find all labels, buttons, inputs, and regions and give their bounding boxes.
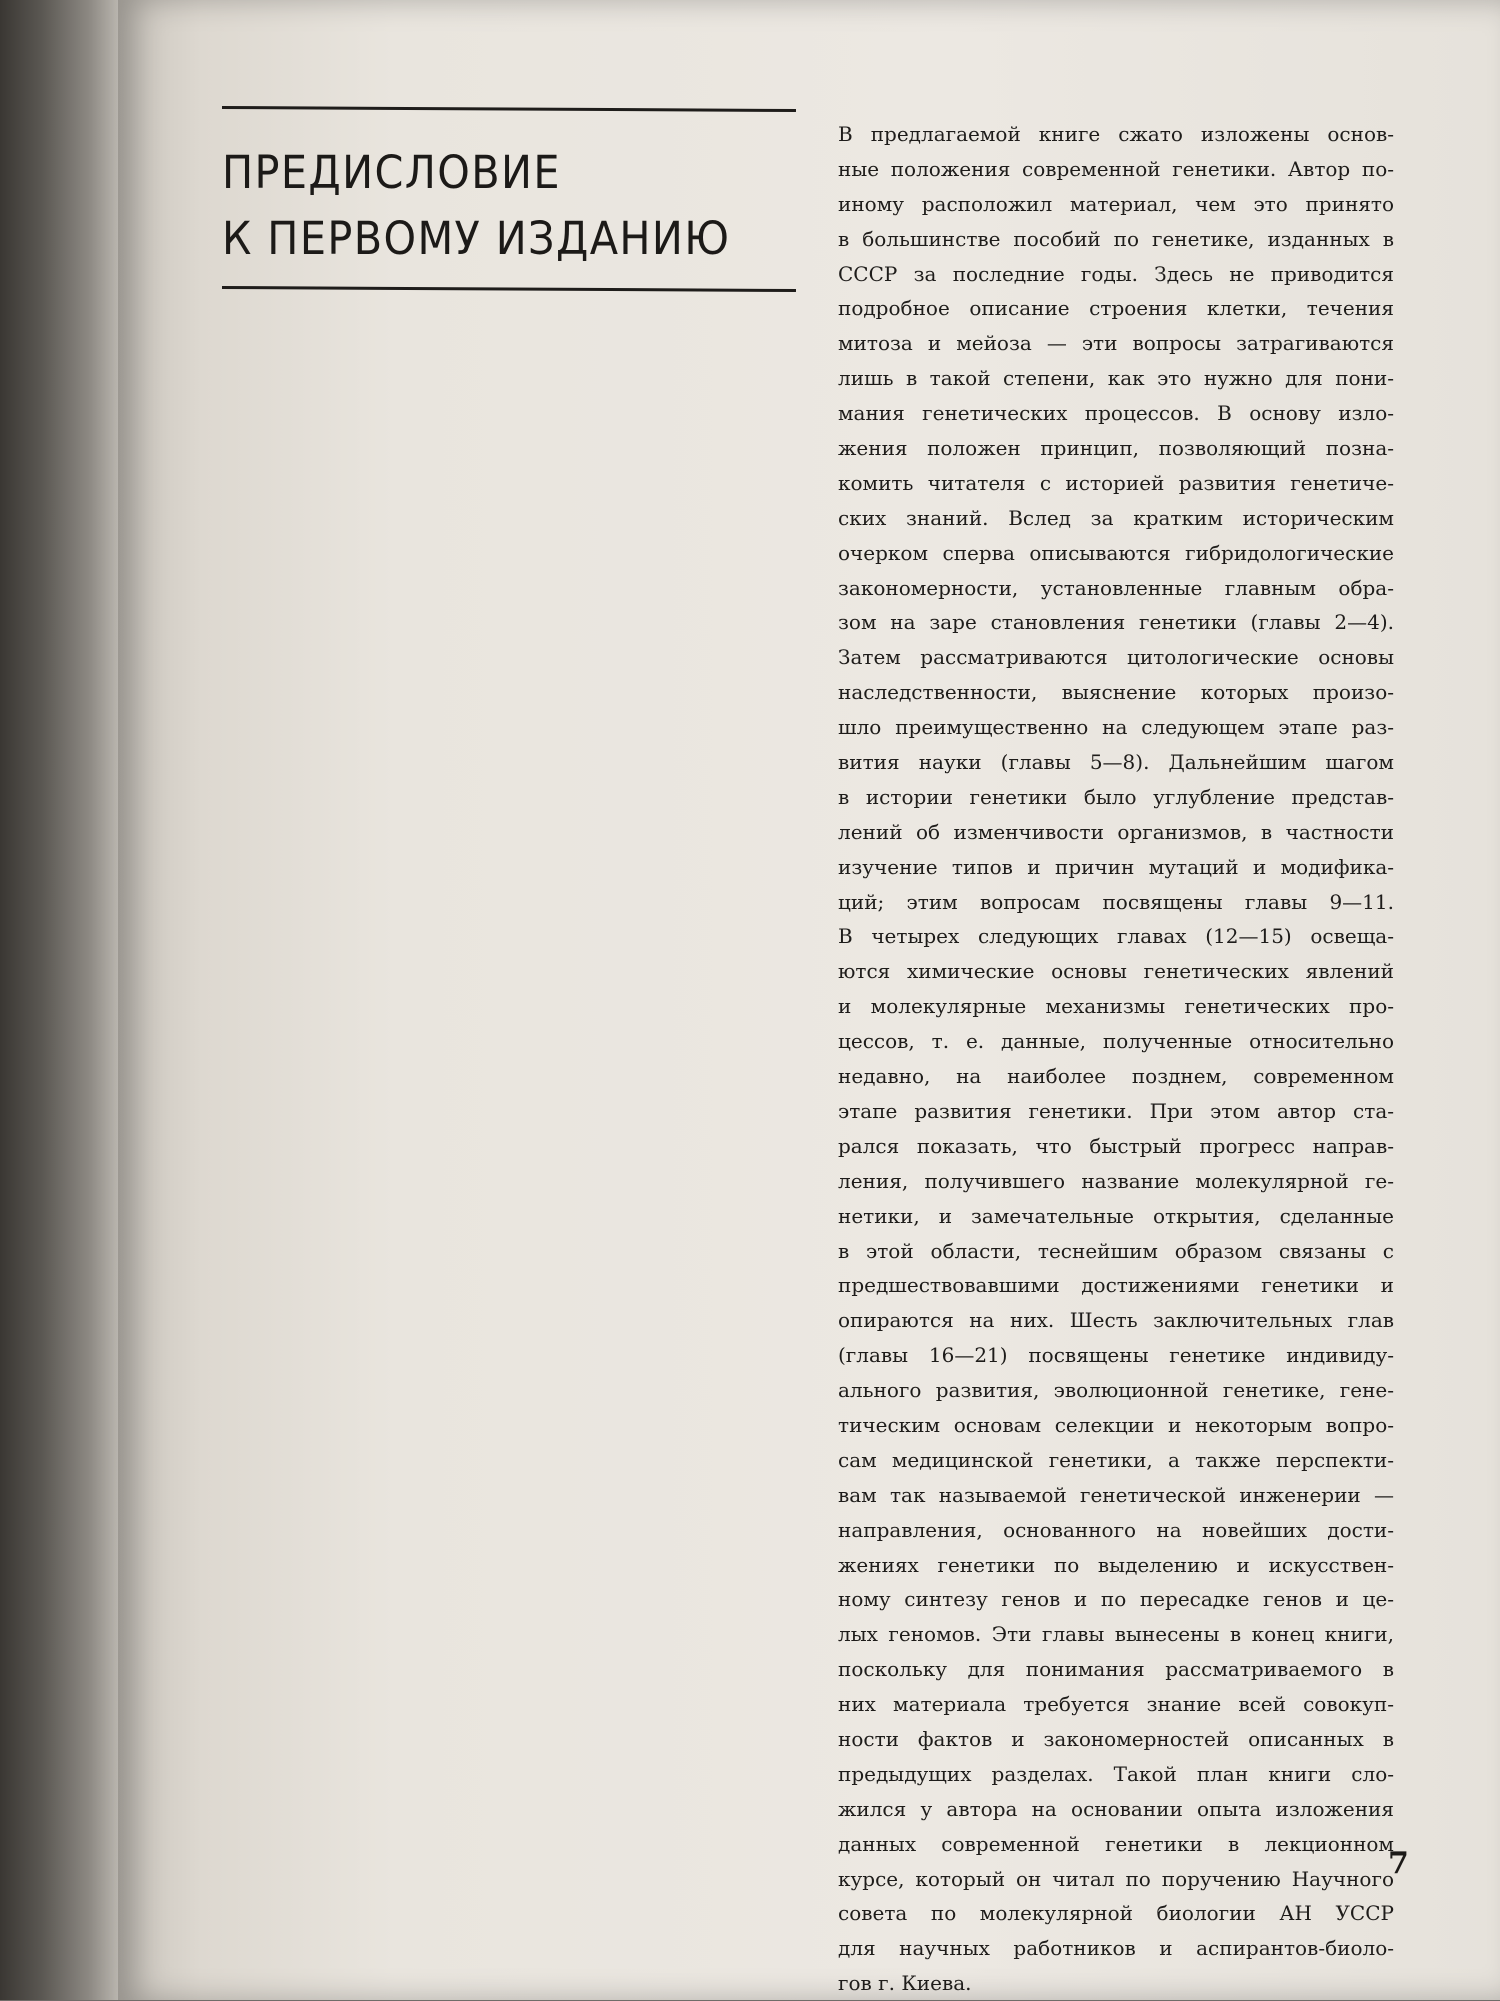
body-line: в истории генетики было углубление представ- [838, 784, 1394, 809]
body-line: нетики, и замечательные открытия, сделанные [838, 1203, 1394, 1228]
body-line: комить читателя с историей развития генетиче- [838, 470, 1394, 495]
body-line: лений об изменчивости организмов, в частности [838, 819, 1394, 844]
body-line: иному расположил материал, чем это принято [838, 191, 1394, 216]
heading-line-2: К ПЕРВОМУ ИЗДАНИЮ [222, 212, 731, 265]
body-line: ального развития, эволюционной генетике, гене- [838, 1378, 1394, 1403]
chapter-heading [222, 140, 774, 272]
body-line: ные положения современной генетики. Автор по- [838, 156, 1394, 181]
body-line: и молекулярные механизмы генетических про- [838, 994, 1394, 1019]
body-line: вам так называемой генетической инженерии — [838, 1482, 1394, 1507]
body-line: жения положен принцип, позволяющий позна- [838, 436, 1394, 461]
body-line: Затем рассматриваются цитологические основы [838, 645, 1394, 670]
body-line: направления, основанного на новейших дости- [838, 1517, 1394, 1542]
body-line: ления, получившего название молекулярной ге- [838, 1168, 1394, 1193]
body-line: опираются на них. Шесть заключительных глав [838, 1308, 1394, 1333]
heading-line-1: ПРЕДИСЛОВИЕ [222, 146, 561, 199]
body-line: ности фактов и закономерностей описанных в [838, 1726, 1394, 1751]
body-line: закономерности, установленные главным обра- [838, 575, 1394, 600]
body-line: недавно, на наиболее позднем, современном [838, 1064, 1394, 1089]
body-line: ций; этим вопросам посвящены главы 9—11. [838, 889, 1394, 914]
body-text [838, 117, 1394, 2001]
body-line: в этой области, теснейшим образом связаны с [838, 1238, 1394, 1263]
body-line: вития науки (главы 5—8). Дальнейшим шагом [838, 750, 1394, 775]
body-line: изучение типов и причин мутаций и модифика- [838, 854, 1394, 879]
body-line: СССР за последние годы. Здесь не приводится [838, 261, 1394, 286]
body-line: данных современной генетики в лекционном [838, 1831, 1394, 1856]
body-line: зом на заре становления генетики (главы 2—4). [838, 610, 1394, 635]
body-line: ских знаний. Вслед за кратким историческим [838, 505, 1394, 530]
body-line: предыдущих разделах. Такой план книги сло- [838, 1761, 1394, 1786]
body-line: рался показать, что быстрый прогресс направ- [838, 1133, 1394, 1158]
body-line: цессов, т. е. данные, полученные относительно [838, 1029, 1394, 1054]
body-line: в большинстве пособий по генетике, изданных в [838, 226, 1394, 251]
body-line: лых геномов. Эти главы вынесены в конец книги, [838, 1622, 1394, 1647]
body-line: (главы 16—21) посвящены генетике индивиду- [838, 1343, 1394, 1368]
body-line: В предлагаемой книге сжато изложены основ- [838, 122, 1394, 146]
body-line: лишь в такой степени, как это нужно для пони- [838, 366, 1394, 391]
body-line: ному синтезу генов и по пересадке генов и це- [838, 1587, 1394, 1612]
body-line: тическим основам селекции и некоторым вопро- [838, 1412, 1394, 1437]
body-line: подробное описание строения клетки, течения [838, 296, 1394, 321]
body-line: этапе развития генетики. При этом автор ста- [838, 1098, 1394, 1123]
body-line: для научных работников и аспирантов-биоло- [838, 1936, 1394, 1961]
page-number: 7 [1388, 1846, 1409, 1881]
body-line: В четырех следующих главах (12—15) освеща- [838, 924, 1394, 949]
body-line: мания генетических процессов. В основу изло- [838, 401, 1394, 426]
body-line: гов г. Киева. [838, 1971, 972, 1996]
body-line: ются химические основы генетических явлений [838, 959, 1394, 984]
body-line: наследственности, выяснение которых произо- [838, 680, 1394, 705]
body-line: жениях генетики по выделению и искусствен- [838, 1552, 1394, 1577]
body-line: совета по молекулярной биологии АН УССР [838, 1901, 1394, 1926]
body-line: них материала требуется знание всей совокуп- [838, 1692, 1394, 1717]
body-line: предшествовавшими достижениями генетики и [838, 1273, 1394, 1298]
body-line: митоза и мейоза — эти вопросы затрагиваются [838, 331, 1394, 356]
body-line: сам медицинской генетики, а также перспекти- [838, 1447, 1394, 1472]
body-line: поскольку для понимания рассматриваемого в [838, 1657, 1394, 1682]
body-line: жился у автора на основании опыта изложения [838, 1796, 1394, 1821]
book-spine-shadow [0, 0, 118, 2000]
body-line: шло преимущественно на следующем этапе раз- [838, 715, 1394, 740]
body-line: очерком сперва описываются гибридологические [838, 540, 1394, 565]
body-line: курсе, который он читал по поручению Научного [838, 1866, 1394, 1891]
